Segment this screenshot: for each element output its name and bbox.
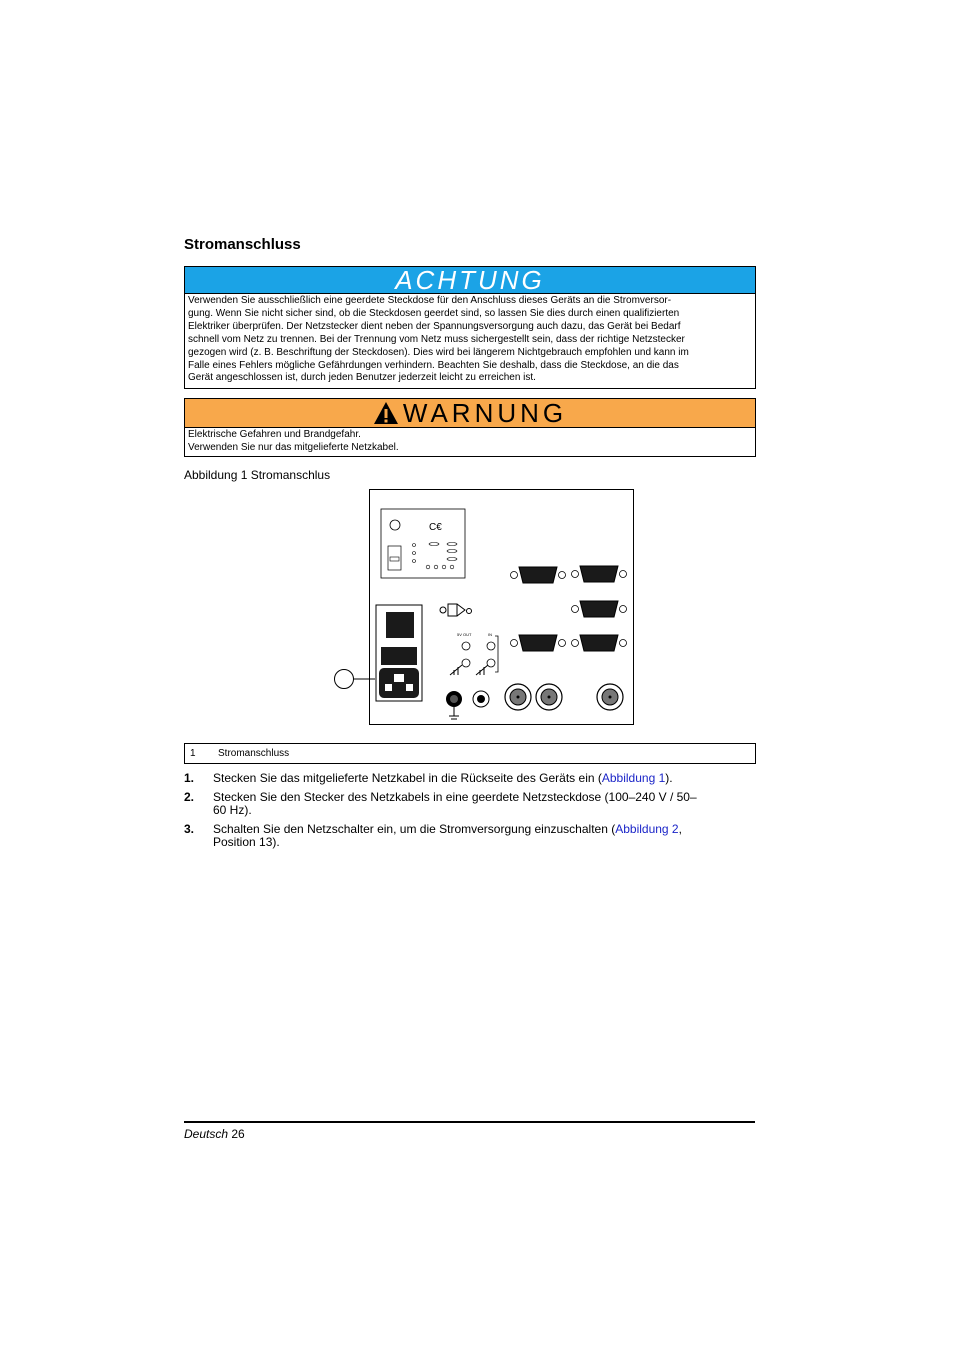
label-5v-out: 5V OUT xyxy=(457,632,472,637)
legend-text: Stromanschluss xyxy=(218,748,290,759)
bnc-connectors xyxy=(505,684,623,710)
caution-header xyxy=(185,267,755,294)
warning-header xyxy=(185,399,755,428)
power-switch xyxy=(386,612,414,638)
caution-text xyxy=(185,294,755,388)
footer-rule xyxy=(184,1121,755,1123)
step-text: , xyxy=(678,822,682,836)
figure-legend xyxy=(184,743,756,764)
ground-symbols-icon xyxy=(450,665,488,675)
caution-line: Verwenden Sie ausschließlich eine geerdete Steckdose für den Anschluss dieses Geräts an die Stromversor- xyxy=(188,295,672,306)
label-in: IN xyxy=(488,632,492,637)
caution-title: ACHTUNG xyxy=(395,265,545,295)
figure-link[interactable]: Abbildung 1 xyxy=(601,771,666,785)
step-3 xyxy=(184,823,744,849)
page-number: 26 xyxy=(231,1127,245,1141)
figure-link[interactable]: Abbildung 2 xyxy=(615,822,679,836)
rear-panel-drawing xyxy=(370,490,633,724)
section-title: Stromanschluss xyxy=(184,236,301,253)
step-1 xyxy=(184,772,744,785)
step-text: 60 Hz). xyxy=(213,803,252,817)
caution-line: Gerät angeschlossen ist, durch jeden Benutzer jederzeit leicht zu erreichen ist. xyxy=(188,372,536,384)
power-inlet-pin xyxy=(394,674,404,682)
instruction-steps xyxy=(184,772,744,855)
step-number: 1. xyxy=(184,771,195,785)
fuse-holder xyxy=(381,647,417,665)
step-2 xyxy=(184,791,744,817)
caution-box xyxy=(184,266,756,389)
step-number: 3. xyxy=(184,822,195,836)
step-text: ). xyxy=(665,771,673,785)
warning-box xyxy=(184,398,756,457)
step-text: Stecken Sie den Stecker des Netzkabels in eine geerdete Netzsteckdose (100–240 V / 50– xyxy=(213,790,697,804)
warning-line: Elektrische Gefahren und Brandgefahr. xyxy=(188,429,361,440)
rear-panel-figure xyxy=(369,489,634,725)
figure-caption: Abbildung 1 Stromanschlus xyxy=(184,468,331,482)
step-text: Schalten Sie den Netzschalter ein, um die Stromversorgung einzuschalten ( xyxy=(213,822,616,836)
page-footer xyxy=(184,1127,245,1141)
warning-title: WARNUNG xyxy=(402,398,568,428)
step-text: Stecken Sie das mitgelieferte Netzkabel in die Rückseite des Geräts ein ( xyxy=(213,771,602,785)
small-jacks xyxy=(462,642,495,667)
ce-mark-icon: C€ xyxy=(429,522,442,533)
warning-line: Verwenden Sie nur das mitgelieferte Netzkabel. xyxy=(188,441,399,453)
footer-language: Deutsch xyxy=(184,1127,229,1141)
warning-triangle-icon xyxy=(373,401,399,425)
caution-line: Falle eines Fehlers mögliche Gefährdungen verhindern. Beachten Sie deshalb, dass die Steckdose, an die das xyxy=(188,359,679,371)
earth-icon xyxy=(449,707,459,719)
warning-text xyxy=(185,428,755,458)
legend-number: 1 xyxy=(190,748,196,759)
power-inlet xyxy=(379,668,419,698)
caution-line: Elektriker überprüfen. Der Netzstecker dient neben der Spannungsversorgung auch dazu, das Gerät bei Bedarf xyxy=(188,320,681,332)
step-text: Position 13). xyxy=(213,835,280,849)
caution-line: gezogen wird (z. B. Beschriftung der Steckdosen). Dies wird bei längerem Nichtgebrauch empfohlen und kann im xyxy=(188,346,689,358)
caution-line: gung. Wenn Sie nicht sicher sind, ob die Steckdosen geerdet sind, so lassen Sie dies durch einen qualifizierten xyxy=(188,307,680,319)
probe-symbol-icon xyxy=(440,604,472,616)
serial-connectors xyxy=(511,566,627,651)
label-plate xyxy=(381,509,465,578)
caution-line: schnell vom Netz zu trennen. Bei der Trennung vom Netz muss sichergestellt sein, dass der richtige Netzstecker xyxy=(188,333,685,345)
step-number: 2. xyxy=(184,790,195,804)
